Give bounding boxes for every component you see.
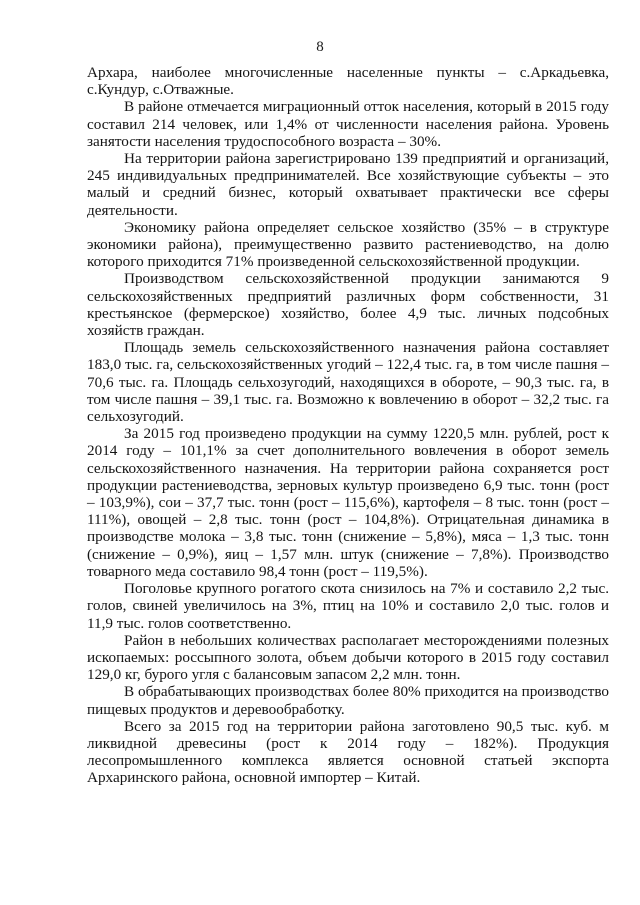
page-number: 8 bbox=[316, 39, 324, 55]
paragraph-economy-structure: Экономику района определяет сельское хозяйство (35% – в структуре экономики района), преимущественно развито растениеводство, на долю которого приходится 71% произведенной сельскохозяйственной продукции. bbox=[87, 218, 609, 271]
paragraph-manufacturing: В обрабатывающих производствах более 80% приходится на производство пищевых продуктов и деревообработку. bbox=[87, 683, 609, 718]
paragraph-timber: Всего за 2015 год на территории района заготовлено 90,5 тыс. куб. м ликвидной древесины (рост к 2014 году – 182%). Продукция лесопромышленного комплекса является основной статьей экспорта Архаринского района, основной импортер – Китай. bbox=[87, 717, 609, 787]
paragraph-production-2015: За 2015 год произведено продукции на сумму 1220,5 млн. рублей, рост к 2014 году – 101,1% за счет дополнительного вовлечения в оборот земель сельскохозяйственного назначения. На территории района сохраняется рост продукции растениеводства, зерновых культур произведено 6,9 тыс. тонн (рост – 103,9%), сои – 37,7 тыс. тонн (рост – 115,6%), картофеля – 8 тыс. тонн (рост – 111%), овощей – 2,8 тыс. тонн (рост – 104,8%). Отрицательная динамика в производстве молока – 3,8 тыс. тонн (снижение – 5,8%), мяса – 1,3 тыс. тонн (снижение – 0,9%), яиц – 1,57 млн. штук (снижение – 7,8%). Производство товарного меда составило 98,4 тонн (рост – 119,5%). bbox=[87, 425, 609, 580]
paragraph-agricultural-producers: Производством сельскохозяйственной продукции занимаются 9 сельскохозяйственных предприятий различных форм собственности, 31 крестьянское (фермерское) хозяйство, более 4,9 тыс. личных подсобных хозяйств граждан. bbox=[87, 270, 609, 340]
paragraph-enterprises: На территории района зарегистрировано 139 предприятий и организаций, 245 индивидуальных предпринимателей. Все хозяйствующие субъекты – это малый и средний бизнес, который охватывает практически все сферы деятельности. bbox=[87, 150, 609, 219]
paragraph-mineral-resources: Район в небольших количествах располагает месторождениями полезных ископаемых: россыпного золота, объем добычи которого в 2015 году составил 129,0 кг, бурого угля с балансовым запасом 2,2 млн. тонн. bbox=[87, 631, 609, 684]
paragraph-livestock: Поголовье крупного рогатого скота снизилось на 7% и составило 2,2 тыс. голов, свиней увеличилось на 3%, птиц на 10% и составило 2,0 тыс. голов и 11,9 тыс. голов соответственно. bbox=[87, 580, 609, 632]
document-body bbox=[87, 64, 609, 787]
paragraph-agricultural-land: Площадь земель сельскохозяйственного назначения района составляет 183,0 тыс. га, сельскохозяйственных угодий – 122,4 тыс. га, в том числе пашня – 70,6 тыс. га. Площадь сельхозугодий, находящихся в обороте, – 90,3 тыс. га, в том числе пашня – 39,1 тыс. га. Возможно к вовлечению в оборот – 32,2 тыс. га сельхозугодий. bbox=[87, 339, 609, 426]
paragraph-population-settlements: Архара, наиболее многочисленные населенные пункты – с.Аркадьевка, с.Кундур, с.Отважные. bbox=[87, 64, 609, 99]
paragraph-migration: В районе отмечается миграционный отток населения, который в 2015 году составил 214 человек, или 1,4% от численности населения района. Уровень занятости населения трудоспособного возраста – 30%. bbox=[87, 98, 609, 150]
